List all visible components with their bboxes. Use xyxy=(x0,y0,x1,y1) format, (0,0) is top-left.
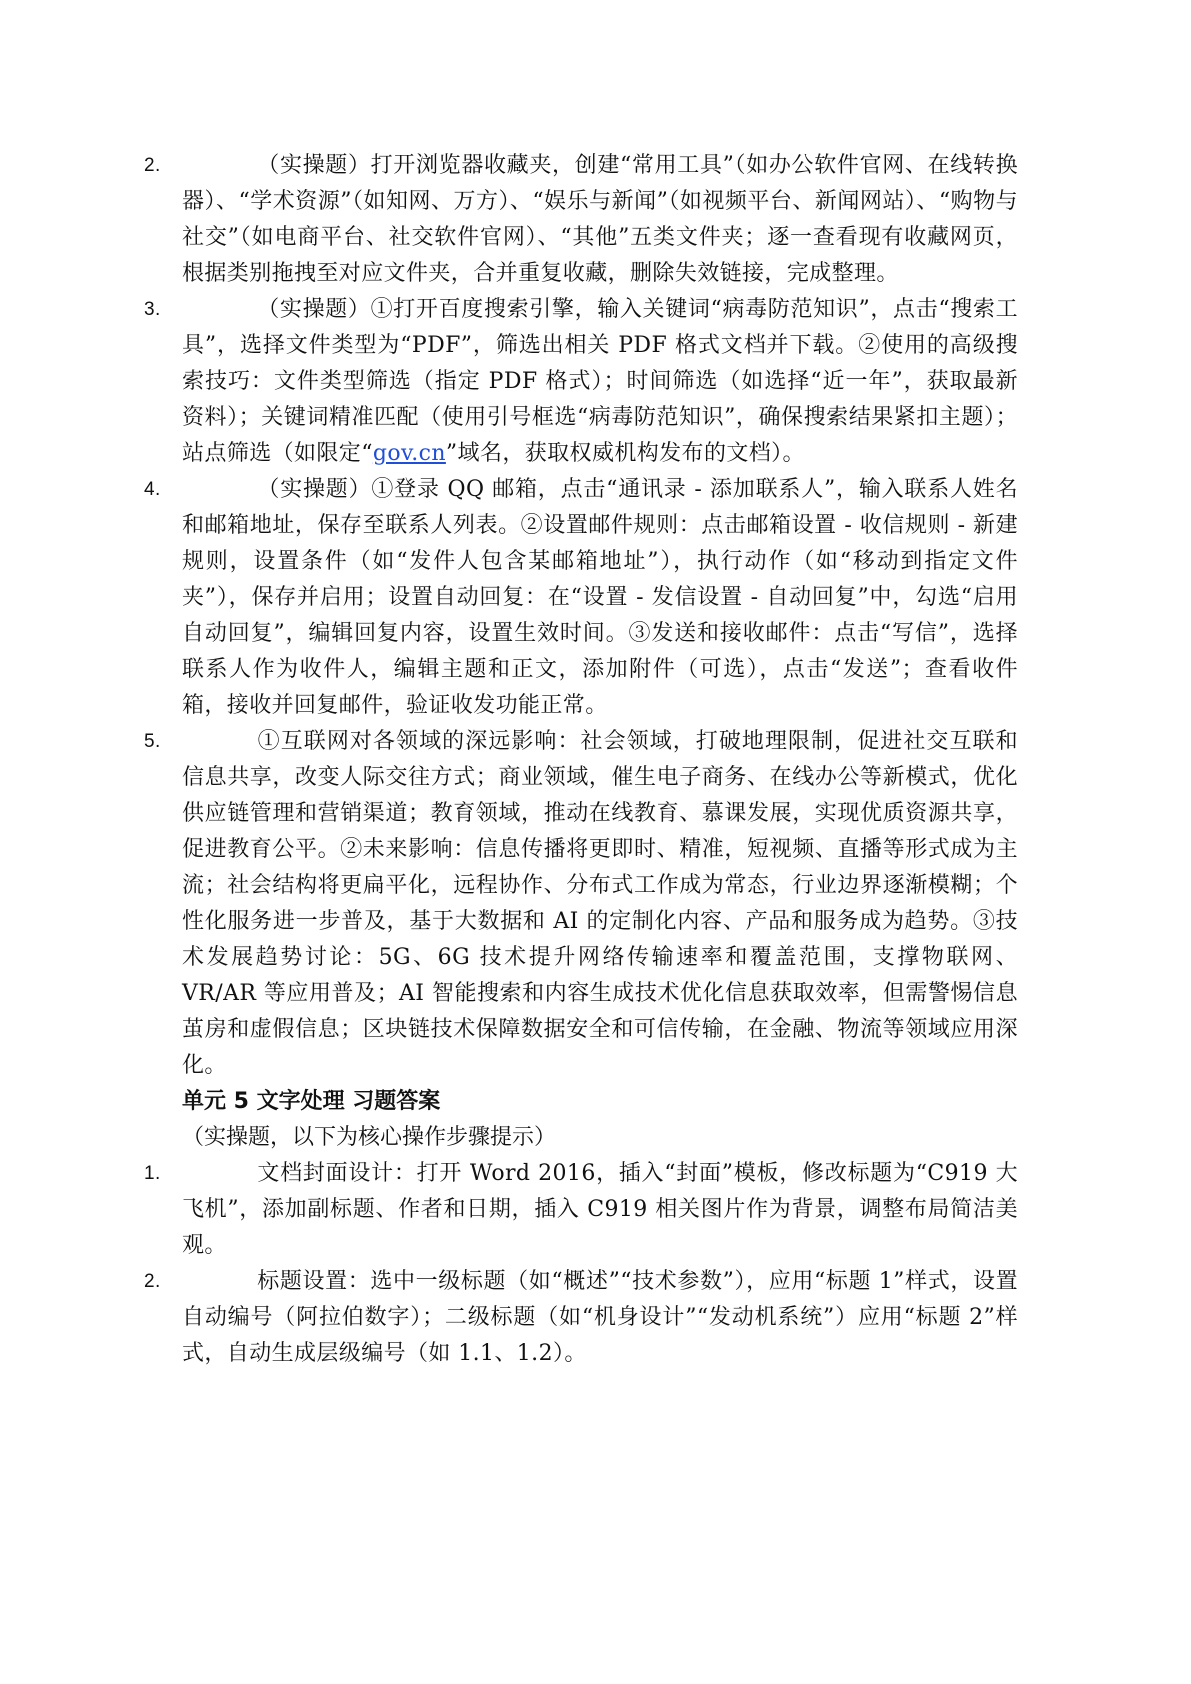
item-number: 2. xyxy=(144,1271,161,1292)
answer-list-unit-4 xyxy=(0,148,1191,1084)
item-text xyxy=(182,1264,1018,1372)
item-number: 4. xyxy=(144,479,161,500)
domain-link[interactable]: gov.cn xyxy=(372,441,446,466)
item-text xyxy=(182,1156,1018,1264)
item-text-run: ”域名，获取权威机构发布的文档）。 xyxy=(445,441,805,466)
item-text xyxy=(182,148,1018,292)
section-heading: 单元 5 文字处理 习题答案 xyxy=(182,1089,441,1114)
list-item xyxy=(144,472,1018,724)
item-number: 3. xyxy=(144,299,161,320)
item-text-run: （实操题）①登录 QQ 邮箱，点击“通讯录 - 添加联系人”，输入联系人姓名和邮箱地址，保存至联系人列表。②设置邮件规则：点击邮箱设置 - 收信规则 - 新建规则，设置条件（如“发件人包含某邮箱地址”），执行动作（如“移动到指定文件夹”），保存并启用；设置自动回复：在“设置 - 发信设置 - 自动回复”中，勾选“启用自动回复”，编辑回复内容，设置生效时间。③发送和接收邮件：点击“写信”，选择联系人作为收件人，编辑主题和正文，添加附件（可选），点击“发送”；查看收件箱，接收并回复邮件，验证收发功能正常。 xyxy=(182,477,1018,718)
item-number: 5. xyxy=(144,731,161,752)
item-text-run: （实操题）①打开百度搜索引擎，输入关键词“病毒防范知识”，点击“搜索工具”，选择文件类型为“PDF”，筛选出相关 PDF 格式文档并下载。②使用的高级搜索技巧：文件类型筛选（指定 PDF 格式）；时间筛选（如选择“近一年”，获取最新资料）；关键词精准匹配（使用引号框选“病毒防范知识”，确保搜索结果紧扣主题）；站点筛选（如限定“ xyxy=(182,297,1018,466)
item-text-run: ①互联网对各领域的深远影响：社会领域，打破地理限制，促进社交互联和信息共享，改变人际交往方式；商业领域，催生电子商务、在线办公等新模式，优化供应链管理和营销渠道；教育领域，推动在线教育、慕课发展，实现优质资源共享，促进教育公平。②未来影响：信息传播将更即时、精准，短视频、直播等形式成为主流；社会结构将更扁平化，远程协作、分布式工作成为常态，行业边界逐渐模糊；个性化服务进一步普及，基于大数据和 AI 的定制化内容、产品和服务成为趋势。③技术发展趋势讨论：5G、6G 技术提升网络传输速率和覆盖范围，支撑物联网、VR/AR 等应用普及；AI 智能搜索和内容生成技术优化信息获取效率，但需警惕信息茧房和虚假信息；区块链技术保障数据安全和可信传输，在金融、物流等领域应用深化。 xyxy=(182,729,1018,1078)
document-page xyxy=(0,148,1191,1372)
answer-list-unit-5 xyxy=(0,1156,1191,1372)
item-text-run: 标题设置：选中一级标题（如“概述”“技术参数”），应用“标题 1”样式，设置自动编号（阿拉伯数字）；二级标题（如“机身设计”“发动机系统”）应用“标题 2”样式，自动生成层级编号（如 1.1、1.2）。 xyxy=(182,1269,1018,1366)
item-text xyxy=(182,292,1018,472)
item-number: 1. xyxy=(144,1163,161,1184)
section-note: （实操题，以下为核心操作步骤提示） xyxy=(182,1125,557,1150)
list-item xyxy=(144,292,1018,472)
list-item xyxy=(144,724,1018,1084)
list-item xyxy=(144,1264,1018,1372)
item-number: 2. xyxy=(144,155,161,176)
list-item xyxy=(144,1156,1018,1264)
item-text-run: 文档封面设计：打开 Word 2016，插入“封面”模板，修改标题为“C919 大飞机”，添加副标题、作者和日期，插入 C919 相关图片作为背景，调整布局简洁美观。 xyxy=(182,1161,1018,1258)
item-text xyxy=(182,724,1018,1084)
item-text xyxy=(182,472,1018,724)
list-item xyxy=(144,148,1018,292)
item-text-run: （实操题）打开浏览器收藏夹，创建“常用工具”（如办公软件官网、在线转换器）、“学术资源”（如知网、万方）、“娱乐与新闻”（如视频平台、新闻网站）、“购物与社交”（如电商平台、社交软件官网）、“其他”五类文件夹；逐一查看现有收藏网页，根据类别拖拽至对应文件夹，合并重复收藏，删除失效链接，完成整理。 xyxy=(182,153,1018,286)
